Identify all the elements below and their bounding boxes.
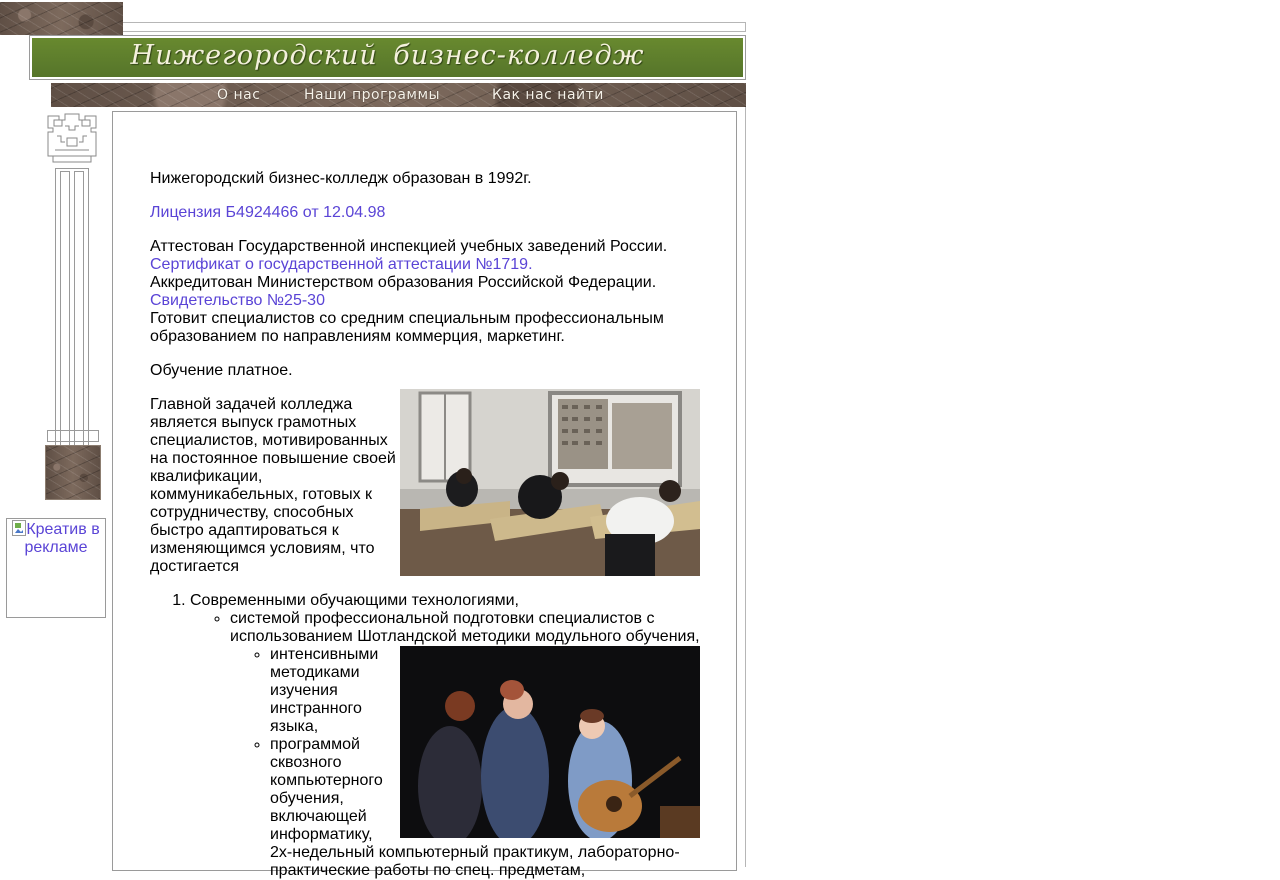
sub-list-item-wrap bbox=[190, 646, 710, 880]
nav-link-about[interactable]: О нас bbox=[217, 87, 261, 103]
paid-text: Обучение платное. bbox=[150, 362, 293, 379]
methods-sublist bbox=[190, 610, 710, 880]
prepares-text: Готовит специалистов со средним специальным профессиональным образованием по направлениям коммерция, маркетинг. bbox=[150, 310, 664, 345]
ad-link[interactable] bbox=[12, 521, 99, 556]
decorative-column bbox=[45, 112, 101, 500]
main-content bbox=[150, 170, 710, 880]
list-item-1-text: Современными обучающими технологиями, bbox=[190, 592, 519, 609]
title-banner bbox=[29, 35, 746, 80]
certificate-link[interactable]: Сертификат о государственной аттестации №1719. bbox=[150, 256, 533, 273]
main-task-text: Главной задачей колледжа является выпуск грамотных специалистов, мотивированных на постоянное повышение своей квалификации, коммуникабельных, готовых к сотрудничеству, способных быстро адаптироваться к изменяющимся условиям, что достигается bbox=[150, 396, 396, 575]
column-stone-block bbox=[45, 445, 101, 500]
attested-text: Аттестован Государственной инспекцией учебных заведений России. bbox=[150, 238, 668, 255]
column-capital-icon bbox=[45, 112, 99, 164]
license-link[interactable]: Лицензия Б4924466 от 12.04.98 bbox=[150, 204, 386, 221]
nav-link-location[interactable]: Как нас найти bbox=[492, 87, 604, 103]
nav-bar bbox=[51, 83, 746, 107]
sub-list-item: ◦ программой сквозного компьютерного обучения, включающей информатику, 2х-недельный компьютерный практикум, лабораторно-практические работы по спец. предметам, bbox=[270, 736, 710, 880]
nav-link-programs[interactable]: Наши программы bbox=[304, 87, 441, 103]
music-photo bbox=[400, 646, 700, 838]
corner-stone-image bbox=[0, 2, 123, 35]
accredited-text: Аккредитован Министерством образования Российской Федерации. bbox=[150, 274, 657, 291]
list-item bbox=[190, 592, 710, 880]
sub-list-item: ◦ системой профессиональной подготовки специалистов с использованием Шотландской методики модульного обучения, bbox=[230, 610, 710, 646]
sub-list-item: ◦ интенсивными методиками изучения инстранного языка, bbox=[270, 646, 710, 736]
witness-link[interactable]: Свидетельство №25-30 bbox=[150, 292, 325, 309]
methods-list bbox=[150, 592, 710, 880]
column-base bbox=[47, 430, 99, 442]
classroom-photo bbox=[400, 389, 700, 576]
ad-banner[interactable] bbox=[6, 518, 106, 618]
page-title: Нижегородский бизнес-колледж bbox=[130, 40, 645, 71]
content-outer-line bbox=[745, 107, 746, 867]
broken-image-icon bbox=[12, 520, 26, 536]
header-frame-lines bbox=[123, 22, 746, 32]
founded-text: Нижегородский бизнес-колледж образован в 1992г. bbox=[150, 170, 532, 187]
ad-alt-text: Креатив в рекламе bbox=[24, 521, 100, 556]
